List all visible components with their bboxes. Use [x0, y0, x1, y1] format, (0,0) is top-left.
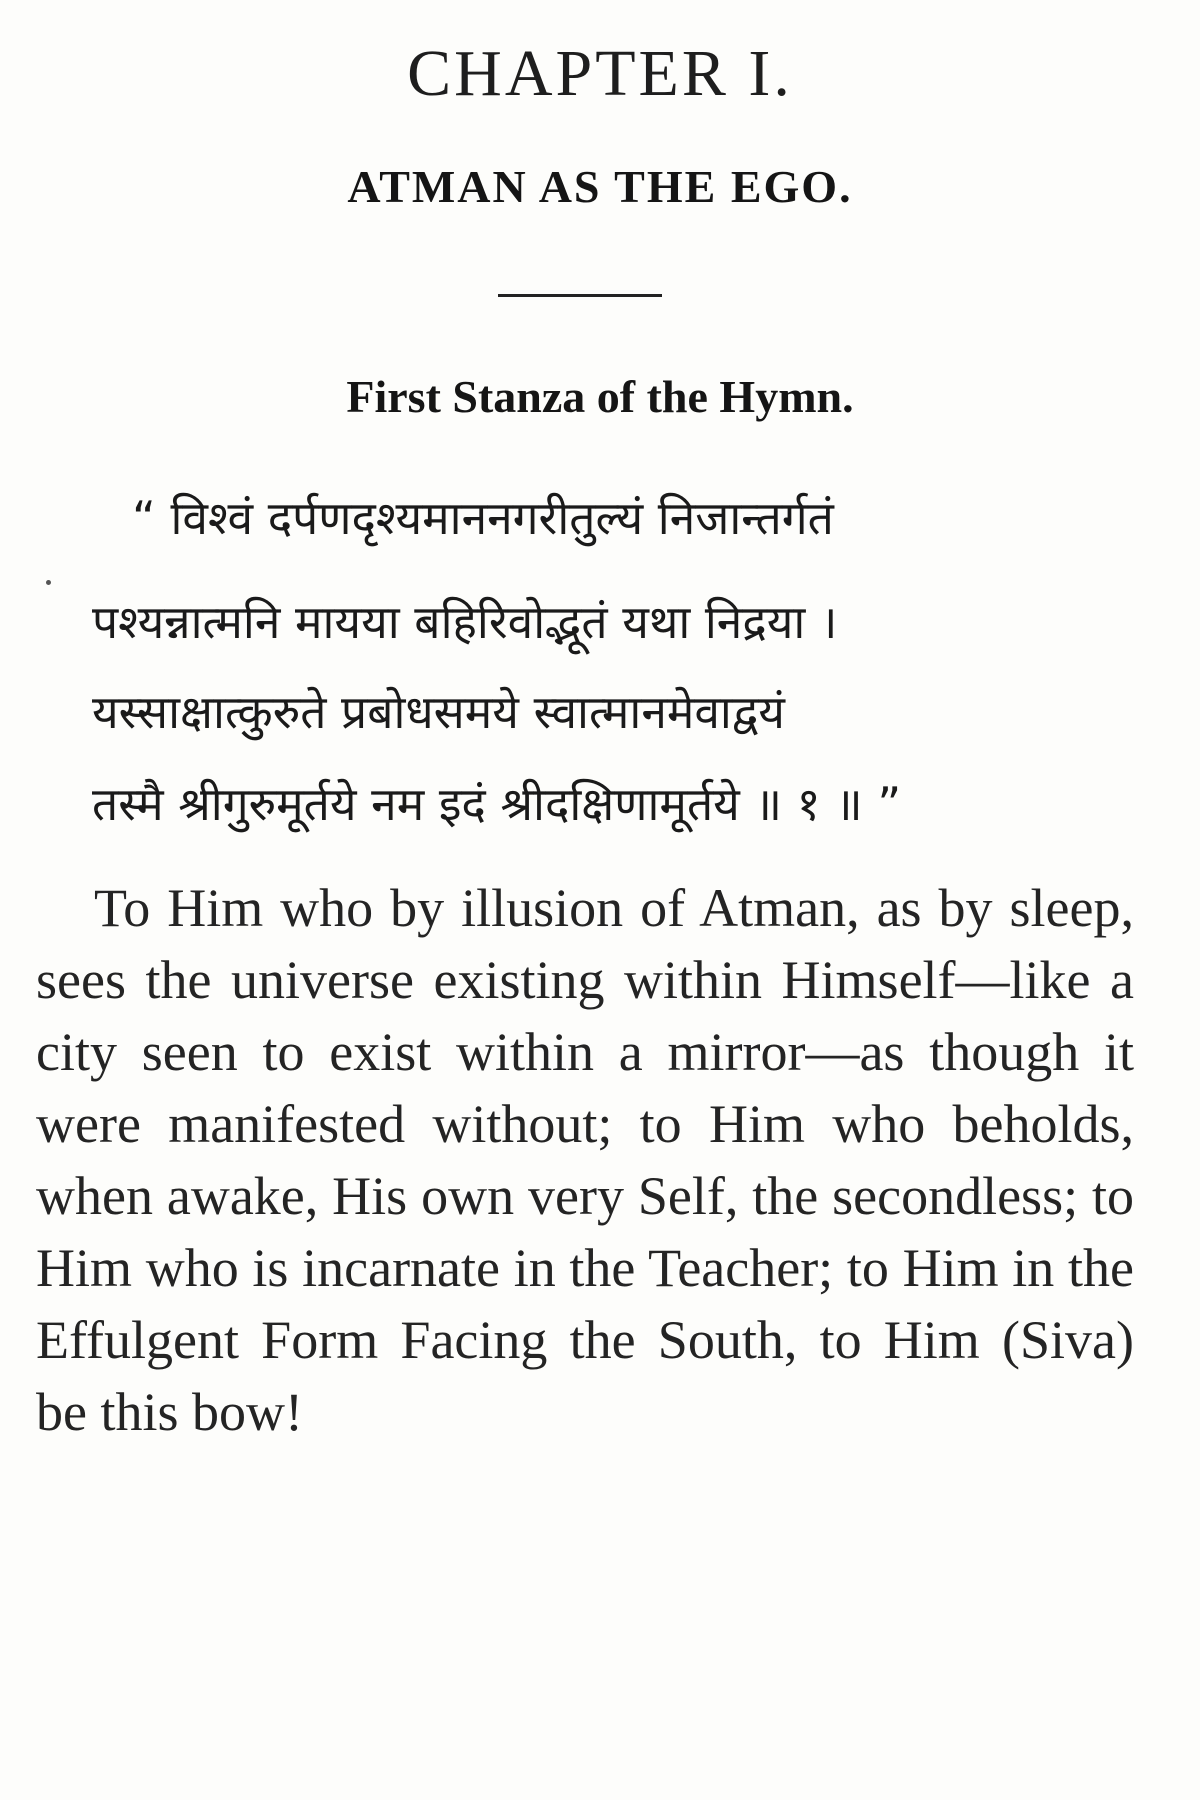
- section-heading: First Stanza of the Hymn.: [346, 371, 854, 422]
- verse-line-3: यस्साक्षात्कुरुते प्रबोधसमये स्वात्मानमेवाद्वयं: [92, 685, 785, 739]
- heading-divider: [498, 294, 662, 297]
- chapter-heading: CHAPTER I.: [407, 37, 793, 110]
- verse-line-4: तस्मै श्रीगुरुमूर्तये नम इदं श्रीदक्षिणामूर्तये ॥ १ ॥ ”: [92, 777, 902, 831]
- translation-paragraph: To Him who by illusion of Atman, as by sleep, sees the universe existing within Himself—like a city seen to exist within a mirror—as though it were manifested without; to Him who beholds, when awake, His own very Self, the secondless; to Him who is incarnate in the Teacher; to Him in the Effulgent Form Facing the South, to Him (Siva) be this bow!: [36, 878, 1134, 1442]
- chapter-subtitle: ATMAN AS THE EGO.: [347, 161, 853, 212]
- verse-line-1: “ विश्वं दर्पणदृश्यमाननगरीतुल्यं निजान्तर्गतं: [132, 491, 834, 545]
- verse-line-2: पश्यन्नात्मनि मायया बहिरिवोद्भूतं यथा निद्रया ।: [92, 595, 838, 649]
- print-speck: [46, 580, 51, 585]
